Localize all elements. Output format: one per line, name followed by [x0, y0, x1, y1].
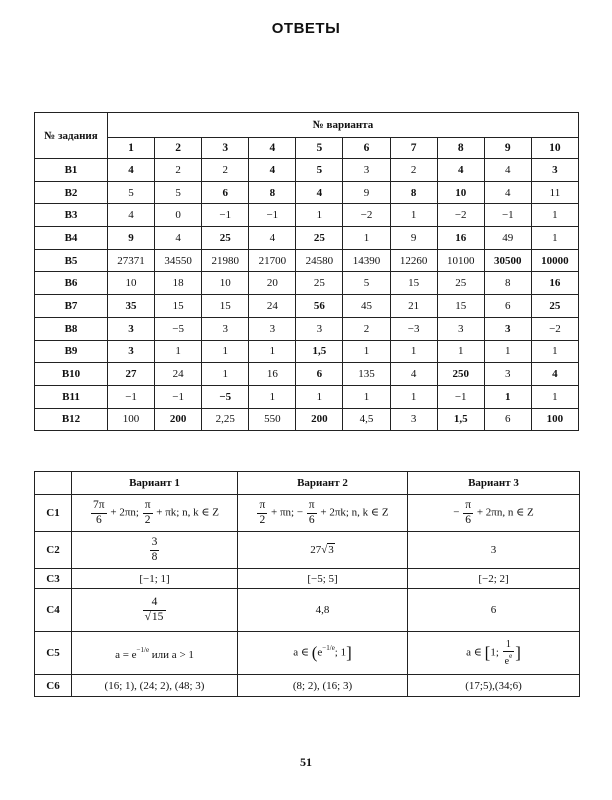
- answer-cell: 5: [296, 159, 343, 182]
- answer-cell: 1: [484, 385, 531, 408]
- sqrt-expression: √3: [321, 544, 334, 556]
- denominator: 6: [308, 513, 315, 526]
- answer-cell: 27: [108, 363, 155, 386]
- answer-cell: −1: [202, 204, 249, 227]
- variant-number-5: 5: [296, 138, 343, 159]
- answer-cell: −2: [531, 317, 578, 340]
- page-number: 51: [300, 755, 312, 769]
- variant-1-header: Вариант 1: [72, 472, 238, 495]
- c1-variant-3: [408, 495, 580, 532]
- expression-text: a ∈: [466, 646, 482, 659]
- radicand: 15: [151, 610, 164, 623]
- answer-cell: 1: [531, 385, 578, 408]
- variant-number-7: 7: [390, 138, 437, 159]
- row-label: B2: [35, 181, 108, 204]
- answer-cell: 35: [108, 295, 155, 318]
- table-row: [35, 340, 579, 363]
- table-row: [35, 159, 579, 182]
- exponent: −1/e: [136, 645, 150, 654]
- answer-cell: 10: [108, 272, 155, 295]
- denominator: 6: [95, 513, 102, 526]
- c6-variant-2: (8; 2), (16; 3): [238, 675, 408, 697]
- denominator: [143, 611, 167, 624]
- answer-cell: 4: [249, 159, 296, 182]
- answer-cell: 9: [108, 227, 155, 250]
- denominator: 6: [465, 513, 472, 526]
- answer-cell: 24: [155, 363, 202, 386]
- answer-cell: 30500: [484, 249, 531, 272]
- answer-cell: 1: [437, 340, 484, 363]
- table-row: [35, 632, 580, 675]
- answers-table-c: [34, 471, 580, 697]
- c4-variant-3: 6: [408, 589, 580, 632]
- variant-number-3: 3: [202, 138, 249, 159]
- denominator: 2: [259, 513, 266, 526]
- row-label: B7: [35, 295, 108, 318]
- answer-cell: 21: [390, 295, 437, 318]
- expression-text: −: [453, 506, 460, 519]
- c4-variant-1: [72, 589, 238, 632]
- answer-cell: 3: [531, 159, 578, 182]
- fraction: [463, 499, 473, 526]
- answer-cell: 3: [108, 317, 155, 340]
- c5-variant-1: [72, 632, 238, 675]
- numerator: π: [143, 499, 153, 513]
- c6-variant-1: (16; 1), (24; 2), (48; 3): [72, 675, 238, 697]
- variant-number-2: 2: [155, 138, 202, 159]
- answer-cell: 1,5: [437, 408, 484, 431]
- answer-cell: 24: [249, 295, 296, 318]
- answer-cell: 2: [202, 159, 249, 182]
- variant-number-6: 6: [343, 138, 390, 159]
- row-label: B5: [35, 249, 108, 272]
- answer-cell: 4: [155, 227, 202, 250]
- answer-cell: 1: [343, 227, 390, 250]
- table-row: [35, 249, 579, 272]
- row-label: B3: [35, 204, 108, 227]
- answer-cell: 24580: [296, 249, 343, 272]
- answer-cell: 16: [249, 363, 296, 386]
- answer-cell: 2,25: [202, 408, 249, 431]
- expression-text: −: [296, 506, 304, 519]
- answer-cell: −1: [155, 385, 202, 408]
- denominator: 8: [151, 550, 158, 563]
- answer-cell: 4: [249, 227, 296, 250]
- answer-cell: −1: [484, 204, 531, 227]
- fraction: [91, 499, 107, 526]
- c3-variant-3: [−2; 2]: [408, 569, 580, 589]
- answer-cell: 2: [390, 159, 437, 182]
- expression-text: e: [317, 646, 323, 659]
- answer-cell: 34550: [155, 249, 202, 272]
- c6-variant-3: (17;5),(34;6): [408, 675, 580, 697]
- c5-variant-2: [238, 632, 408, 675]
- row-label: C5: [35, 632, 72, 675]
- answer-cell: 200: [296, 408, 343, 431]
- fraction: [143, 596, 167, 623]
- row-label: B12: [35, 408, 108, 431]
- numerator: π: [257, 499, 267, 513]
- table-row: [35, 204, 579, 227]
- answer-cell: 4: [108, 159, 155, 182]
- answer-cell: 10: [202, 272, 249, 295]
- table-row: [35, 569, 580, 589]
- answer-cell: 25: [296, 272, 343, 295]
- expression-text: ; 1: [334, 646, 347, 659]
- answer-cell: 9: [343, 181, 390, 204]
- answer-cell: 5: [155, 181, 202, 204]
- answer-cell: 1: [249, 340, 296, 363]
- answer-cell: 8: [249, 181, 296, 204]
- task-number-header: № задания: [35, 113, 108, 159]
- answer-cell: −1: [108, 385, 155, 408]
- answer-cell: 25: [202, 227, 249, 250]
- fraction: [143, 499, 153, 526]
- c1-variant-1: [72, 495, 238, 532]
- c3-variant-1: [−1; 1]: [72, 569, 238, 589]
- answer-cell: 25: [437, 272, 484, 295]
- answer-cell: 1: [296, 204, 343, 227]
- numerator: 3: [150, 536, 160, 550]
- expression-text: + 2πn;: [110, 506, 139, 519]
- variant-number-10: 10: [531, 138, 578, 159]
- answer-cell: 18: [155, 272, 202, 295]
- answer-cell: 5: [343, 272, 390, 295]
- expression-text: + 2πn, n ∈ Z: [476, 506, 534, 519]
- answer-cell: 10: [437, 181, 484, 204]
- answer-cell: 1: [155, 340, 202, 363]
- answer-cell: 2: [343, 317, 390, 340]
- answer-cell: 25: [296, 227, 343, 250]
- answer-cell: −1: [437, 385, 484, 408]
- exponent: −1/e: [322, 643, 335, 652]
- table-row: [35, 272, 579, 295]
- table-row: [35, 675, 580, 697]
- numerator: 4: [143, 596, 167, 610]
- answer-cell: −5: [155, 317, 202, 340]
- sqrt-expression: √15: [144, 610, 164, 623]
- answer-cell: 27371: [108, 249, 155, 272]
- answer-cell: 1: [531, 340, 578, 363]
- row-label: C1: [35, 495, 72, 532]
- fraction: [257, 499, 267, 526]
- numerator: π: [463, 499, 473, 513]
- answer-cell: 1: [390, 385, 437, 408]
- variant-number-1: 1: [108, 138, 155, 159]
- row-label: C6: [35, 675, 72, 697]
- answer-cell: 1: [484, 340, 531, 363]
- answer-cell: 2: [155, 159, 202, 182]
- answer-cell: 15: [155, 295, 202, 318]
- answer-cell: 4,5: [343, 408, 390, 431]
- answer-cell: 11: [531, 181, 578, 204]
- answer-cell: 3: [296, 317, 343, 340]
- answer-cell: 1: [390, 204, 437, 227]
- answer-cell: 100: [108, 408, 155, 431]
- answer-cell: 16: [531, 272, 578, 295]
- answer-cell: −2: [343, 204, 390, 227]
- variant-number-9: 9: [484, 138, 531, 159]
- answer-cell: 9: [390, 227, 437, 250]
- numerator: 7π: [91, 499, 107, 513]
- answer-cell: 15: [437, 295, 484, 318]
- answer-cell: 25: [531, 295, 578, 318]
- expression-text: или a > 1: [151, 648, 194, 661]
- answer-cell: 200: [155, 408, 202, 431]
- row-label: B10: [35, 363, 108, 386]
- c2-variant-3: 3: [408, 532, 580, 569]
- answer-cell: 16: [437, 227, 484, 250]
- table-row: [35, 317, 579, 340]
- denominator: 2: [144, 513, 151, 526]
- answer-cell: 8: [390, 181, 437, 204]
- answer-cell: 1: [202, 340, 249, 363]
- row-label: B11: [35, 385, 108, 408]
- answer-cell: 4: [484, 181, 531, 204]
- denominator: [503, 652, 515, 668]
- row-label: C3: [35, 569, 72, 589]
- expression-text: + 2πk; n, k ∈ Z: [320, 506, 389, 519]
- fraction: [307, 499, 317, 526]
- answer-cell: 12260: [390, 249, 437, 272]
- answer-cell: 1: [249, 385, 296, 408]
- answer-cell: 21700: [249, 249, 296, 272]
- table-row: [35, 295, 579, 318]
- variant-3-header: Вариант 3: [408, 472, 580, 495]
- answer-cell: 20: [249, 272, 296, 295]
- row-label: B4: [35, 227, 108, 250]
- table-row: [35, 227, 579, 250]
- answer-cell: 4: [390, 363, 437, 386]
- table-row: [35, 408, 579, 431]
- answer-cell: 550: [249, 408, 296, 431]
- answer-cell: 1: [296, 385, 343, 408]
- radicand: 3: [328, 544, 334, 556]
- variant-2-header: Вариант 2: [238, 472, 408, 495]
- answer-cell: −2: [437, 204, 484, 227]
- answer-cell: −5: [202, 385, 249, 408]
- left-bracket: (: [311, 643, 318, 662]
- answer-cell: 3: [343, 159, 390, 182]
- page-title: ОТВЕТЫ: [271, 20, 341, 37]
- answer-cell: 3: [249, 317, 296, 340]
- c2-variant-2: [238, 532, 408, 569]
- numerator: π: [307, 499, 317, 513]
- variant-number-header: № варианта: [108, 113, 579, 138]
- answer-cell: 1: [202, 363, 249, 386]
- answer-cell: 45: [343, 295, 390, 318]
- answer-cell: 4: [484, 159, 531, 182]
- answers-table-b: [34, 112, 579, 431]
- answer-cell: 21980: [202, 249, 249, 272]
- answer-cell: 10100: [437, 249, 484, 272]
- row-label: B1: [35, 159, 108, 182]
- expression-text: e: [504, 655, 510, 667]
- answer-cell: 3: [484, 317, 531, 340]
- fraction: [503, 639, 515, 667]
- answer-cell: 1: [390, 340, 437, 363]
- answer-cell: 1: [531, 227, 578, 250]
- answer-cell: 100: [531, 408, 578, 431]
- c3-variant-2: [−5; 5]: [238, 569, 408, 589]
- answer-cell: 1,5: [296, 340, 343, 363]
- answer-cell: 10000: [531, 249, 578, 272]
- answer-cell: 3: [108, 340, 155, 363]
- answer-cell: 135: [343, 363, 390, 386]
- c2-variant-1: [72, 532, 238, 569]
- answer-cell: −3: [390, 317, 437, 340]
- left-bracket: [: [484, 643, 491, 662]
- numerator: 1: [503, 639, 515, 652]
- answer-cell: 15: [390, 272, 437, 295]
- row-label: B6: [35, 272, 108, 295]
- coefficient: 27: [310, 544, 322, 556]
- fraction: [150, 536, 160, 563]
- answer-cell: 14390: [343, 249, 390, 272]
- table-row: [35, 385, 579, 408]
- variant-number-4: 4: [249, 138, 296, 159]
- table-row: [35, 532, 580, 569]
- row-label: C4: [35, 589, 72, 632]
- answer-cell: 56: [296, 295, 343, 318]
- table-row: [35, 589, 580, 632]
- answer-cell: 3: [437, 317, 484, 340]
- answer-cell: 8: [484, 272, 531, 295]
- answer-cell: 15: [202, 295, 249, 318]
- right-bracket: ]: [515, 643, 521, 662]
- table-row: [35, 181, 579, 204]
- answer-cell: −1: [249, 204, 296, 227]
- answer-cell: 1: [343, 385, 390, 408]
- exponent: e: [509, 651, 513, 660]
- row-label-header: [35, 472, 72, 495]
- table-row: [35, 363, 579, 386]
- answer-cell: 4: [296, 181, 343, 204]
- c1-variant-2: [238, 495, 408, 532]
- expression-text: 1;: [490, 646, 499, 659]
- row-label: B9: [35, 340, 108, 363]
- c5-variant-3: [408, 632, 580, 675]
- answer-cell: 4: [437, 159, 484, 182]
- answer-cell: 3: [202, 317, 249, 340]
- expression-text: + πk; n, k ∈ Z: [156, 506, 219, 519]
- c4-variant-2: 4,8: [238, 589, 408, 632]
- answer-cell: 250: [437, 363, 484, 386]
- table-row: [35, 495, 580, 532]
- answer-cell: 49: [484, 227, 531, 250]
- answer-cell: 6: [296, 363, 343, 386]
- expression-text: a = e: [115, 648, 137, 661]
- answer-cell: 1: [531, 204, 578, 227]
- answer-cell: 6: [202, 181, 249, 204]
- answer-cell: 4: [108, 204, 155, 227]
- answer-cell: 6: [484, 408, 531, 431]
- right-bracket: ]: [346, 643, 352, 662]
- answer-cell: 1: [343, 340, 390, 363]
- answer-cell: 4: [531, 363, 578, 386]
- answer-cell: 6: [484, 295, 531, 318]
- row-label: C2: [35, 532, 72, 569]
- answer-cell: 3: [484, 363, 531, 386]
- answer-cell: 0: [155, 204, 202, 227]
- variant-number-8: 8: [437, 138, 484, 159]
- expression-text: + πn;: [271, 506, 295, 519]
- answer-cell: 5: [108, 181, 155, 204]
- answer-cell: 3: [390, 408, 437, 431]
- expression-text: a ∈: [293, 646, 309, 659]
- row-label: B8: [35, 317, 108, 340]
